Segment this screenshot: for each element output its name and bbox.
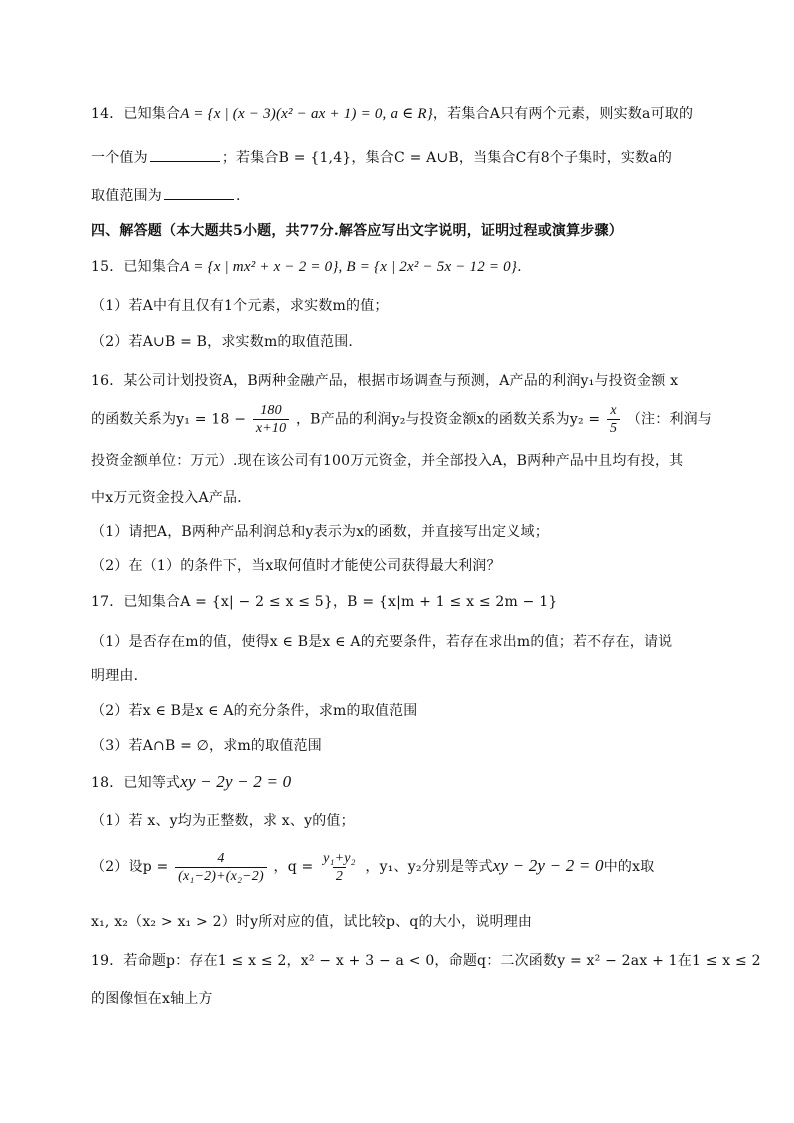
answer-blank	[150, 147, 220, 162]
fraction-q: $\frac{\text{y₁+y₂}}{2}$	[323, 850, 356, 884]
q14-line-3: 取值范围为 .	[91, 185, 734, 206]
q16-line-3: 投资金额单位：万元）.现在该公司有100万元资金，并全部投入A，B两种产品中且均有投，其	[91, 453, 684, 469]
fraction-p: $\frac{4}{\text{(x₁−2)+(x₂−2)}}$	[175, 850, 267, 885]
q17-part-2: （2）若x ∈ B是x ∈ A的充分条件，求m的取值范围	[91, 703, 418, 719]
q19-line-1: 19．若命题p：存在1 ≤ x ≤ 2，x² − x + 3 − a < 0，命题q：二次函数y = x² − 2ax + 1在1 ≤ x ≤ 2	[91, 953, 761, 969]
q17-part-3: （3）若A∩B = ∅，求m的取值范围	[91, 738, 322, 754]
q15-stem: 15．已知集合A = {x | mx² + x − 2 = 0}, B = {x | 2x² − 5x − 12 = 0}.	[91, 259, 522, 275]
q18-stem: 18．已知等式xy − 2y − 2 = 0	[91, 772, 292, 791]
q19-line-2: 的图像恒在x轴上方	[91, 991, 213, 1007]
q18-part-2-line-1: （2）设p = $\frac{4}{\text{(x₁−2)+(x₂−2)}}$ ，q = $\frac{\text{y₁+y₂}}{2}$ ，y₁、y₂分别是等式xy − 2y − 2 = 0中的x取	[91, 850, 655, 884]
section-heading: 四、解答题（本大题共5小题，共77分.解答应写出文字说明，证明过程或演算步骤）	[91, 223, 623, 239]
q16-part-2: （2）在（1）的条件下，当x取何值时才能使公司获得最大利润？	[91, 558, 501, 574]
q16-line-2: 的函数关系为y₁ = 18 − $\frac{180}{x+10}$ ，B产品的利润y₂与投资金额x的函数关系为y₂ = $\frac{x}{5}$ （注：利润与	[91, 403, 713, 436]
q16-line-1: 16．某公司计划投资A，B两种金融产品，根据市场调查与预测，A产品的利润y₁与投资金额 x	[91, 373, 679, 389]
q18-part-2-line-2: x₁, x₂（x₂ > x₁ > 2）时y所对应的值，试比较p、q的大小，说明理由	[91, 914, 533, 930]
q15-part-2: （2）若A∪B = B，求实数m的取值范围.	[91, 334, 354, 350]
q17-stem: 17．已知集合A = {x| − 2 ≤ x ≤ 5}，B = {x|m + 1 ≤ x ≤ 2m − 1}	[91, 594, 558, 610]
q15-part-1: （1）若A中有且仅有1个元素，求实数m的值；	[91, 298, 389, 314]
q18-part-1: （1）若 x、y均为正整数，求 x、y的值；	[91, 813, 355, 829]
q17-part-1-line-1: （1）是否存在m的值，使得x ∈ B是x ∈ A的充要条件，若存在求出m的值；若不存在，请说	[91, 634, 673, 650]
q14-line-1: 14．已知集合A = {x | (x − 3)(x² − ax + 1) = 0, a ∈ R}，若集合A只有两个元素，则实数a可取的	[91, 106, 694, 122]
q17-part-1-line-2: 明理由．	[91, 668, 148, 684]
fraction-180: $\frac{180}{x+10}$	[253, 402, 289, 437]
q16-line-4: 中x万元资金投入A产品．	[91, 490, 252, 506]
q16-part-1: （1）请把A，B两种产品利润总和y表示为x的函数，并直接写出定义域；	[91, 524, 549, 540]
fraction-x-over-5: $\frac{x}{5}$	[607, 402, 620, 437]
answer-blank	[164, 185, 234, 200]
q14-set-a: A = {x | (x − 3)(x² − ax + 1) = 0, a ∈ R}	[180, 106, 433, 122]
q14-line-2: 一个值为 ；若集合B = {1,4}，集合C = A∪B，当集合C有8个子集时，实数a的	[91, 147, 734, 168]
